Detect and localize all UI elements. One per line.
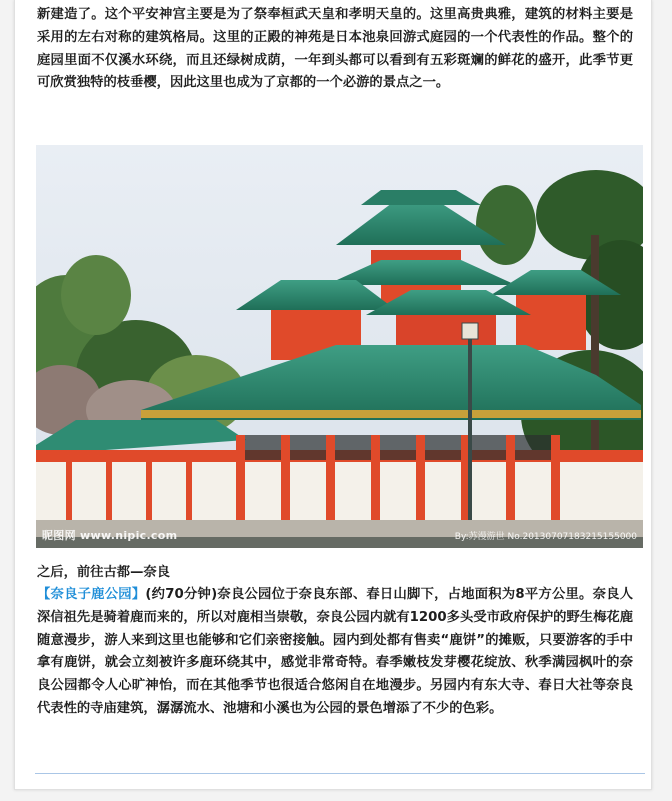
heian-shrine-photo	[36, 145, 643, 548]
nara-paragraph	[37, 584, 633, 721]
nara-body-text: (约70分钟)奈良公园位于奈良东部、春日山脚下，占地面积为8平方公里。奈良人深信祖先是骑着鹿而来的，所以对鹿相当崇敬，奈良公园内就有1200多头受市政府保护的野生梅花鹿随意漫步，游人来到这里也能够和它们亲密接触。园内到处都有售卖“鹿饼”的摊贩，只要游客的手中拿有鹿饼，就会立刻被许多鹿环绕其中，感觉非常奇特。春季嫩枝发芽樱花绽放、秋季满园枫叶的奈良公园都令人心旷神怡，而在其他季节也很适合悠闲自在地漫步。另园内有东大寺、春日大社等奈良代表性的寺庙建筑，潺潺流水、池塘和小溪也为公园的景色增添了不少的色彩。	[37, 587, 633, 716]
nara-park-highlight: 【奈良子鹿公园】	[37, 587, 146, 602]
watermark-site: 昵图网 www.nipic.com	[42, 529, 178, 542]
article-card	[14, 0, 652, 790]
shrine-illustration	[36, 145, 643, 548]
section-heading: 之后，前往古都—奈良	[37, 565, 170, 580]
divider-rule	[35, 773, 645, 774]
lamp-post	[468, 335, 472, 525]
intro-paragraph: 新建造了。这个平安神宫主要是为了祭奉桓武天皇和孝明天皇的。这里高贵典雅，建筑的材料主要是采用的左右对称的建筑格局。这里的正殿的神苑是日本池泉回游式庭园的一个代表性的作品。整个的庭园里面不仅溪水环绕，而且还绿树成荫，一年到头都可以看到有五彩斑斓的鲜花的盛开，此季节更可欣赏独特的枝垂樱，因此这里也成为了京都的一个必游的景点之一。	[37, 7, 633, 91]
watermark-id: By:苏漫游世 No.20130707183215155000	[454, 532, 637, 542]
